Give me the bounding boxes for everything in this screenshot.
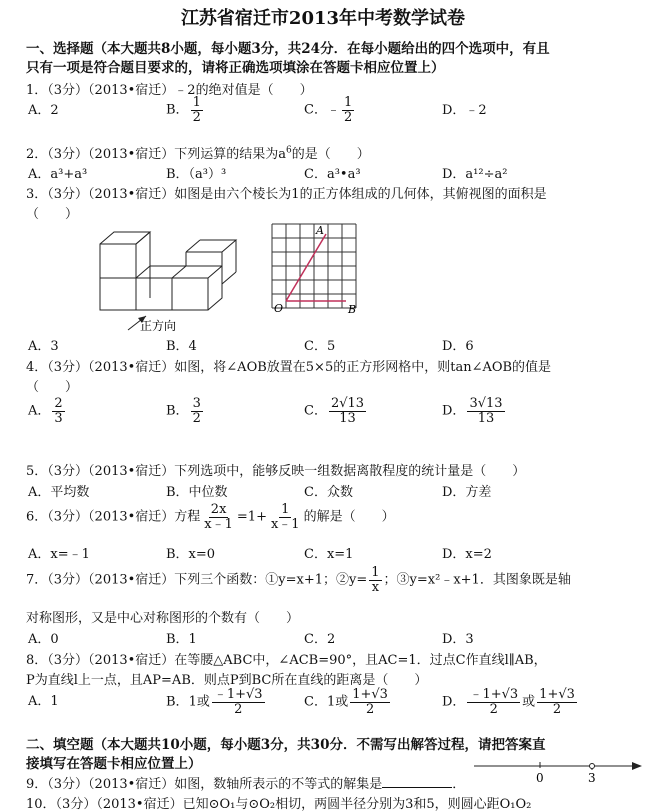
grid-figure [266, 222, 372, 320]
q8-stem: 8．（3分）（2013•宿迁）在等腰△ABC中，∠ACB=90°，且AC=1．过点C作直线l∥AB， [26, 653, 547, 668]
page-title: 江苏省宿迁市2013年中考数学试卷 [180, 8, 466, 29]
q8-option-a: A．1 [28, 694, 59, 709]
section2-heading-line2: 接填写在答题卡相应位置上） [26, 756, 202, 772]
q1-option-d: D．﹣2 [442, 103, 487, 118]
section1-heading-line1: 一、选择题（本大题共8小题，每小题3分，共24分．在每小题给出的四个选项中，有且 [26, 41, 550, 57]
q6-option-b: B．x=0 [166, 547, 216, 562]
q7-stem-line2: 对称图形，又是中心对称图形的个数有（ ） [26, 611, 300, 626]
q3-option-b: B．4 [166, 339, 197, 354]
q8-option-d: D． $\frac{﹣1+√3}{2}$ 或 $\frac{1+√3}{2}$ [442, 687, 575, 717]
number-line-tick-3: 3 [588, 771, 596, 785]
segment-oa [286, 234, 326, 301]
q3-option-a: A．3 [28, 339, 59, 354]
q1-option-a: A．2 [28, 103, 59, 118]
q10-stem: 10．（3分）（2013•宿迁）已知⊙O₁与⊙O₂相切，两圆半径分别为3和5，则圆心距O₁O₂ [26, 797, 532, 812]
q5-option-a: A．平均数 [28, 485, 90, 500]
q3-option-c: C．5 [304, 339, 336, 354]
q5-option-d: D．方差 [442, 485, 492, 500]
q2-option-d: D．a¹²÷a² [442, 167, 508, 182]
q7-option-c: C．2 [304, 632, 336, 647]
q1-stem: 1．（3分）（2013•宿迁）﹣2的绝对值是（ ） [26, 83, 313, 98]
q5-stem: 5．（3分）（2013•宿迁）下列选项中，能够反映一组数据离散程度的统计量是（ ） [26, 464, 526, 479]
section1-heading-line2: 只有一项是符合题目要求的，请将正确选项填涂在答题卡相应位置上） [26, 60, 445, 76]
q4-stem: 4．（3分）（2013•宿迁）如图，将∠AOB放置在5×5的正方形网格中，则tan∠AOB的值是 [26, 360, 552, 375]
q3-stem-line2: （ ） [26, 207, 79, 222]
q1-option-c: C．﹣ $\frac{1}{2}$ [304, 95, 353, 125]
q3-option-d: D．6 [442, 339, 474, 354]
number-line-arrow-icon [632, 762, 642, 770]
q2-option-b: B．（a³）³ [166, 167, 227, 182]
q7-option-a: A．0 [28, 632, 59, 647]
q7-option-d: D．3 [442, 632, 474, 647]
cubes-figure [90, 222, 250, 337]
number-line-tick-0: 0 [536, 771, 544, 785]
q8-stem-line2: P为直线l上一点，且AP=AB．则点P到BC所在直线的距离是（ ） [26, 673, 428, 688]
q4-option-a: A． $\frac{2}{3}$ [28, 396, 63, 426]
q8-option-c: C．1或 $\frac{1+√3}{2}$ [304, 687, 388, 717]
q1-option-b: B． $\frac{1}{2}$ [166, 95, 201, 125]
grid-label-b: B [348, 303, 357, 316]
q7-stem: 7．（3分）（2013•宿迁）下列三个函数：①y=x+1；②y= $\frac{1}{x}$ ；③y=x²﹣x+1．其图象既是轴 [26, 565, 571, 595]
q7-option-b: B．1 [166, 632, 197, 647]
grid-label-o: O [274, 302, 284, 315]
q4-option-d: D． $\frac{3√13}{13}$ [442, 396, 503, 426]
q8-option-b: B．1或 $\frac{﹣1+√3}{2}$ [166, 687, 263, 717]
q9-answer-blank [382, 775, 452, 788]
q4-option-b: B． $\frac{3}{2}$ [166, 396, 201, 426]
section2-heading-line1: 二、填空题（本大题共10小题，每小题3分，共30分．不需写出解答过程，请把答案直 [26, 737, 546, 753]
grid-label-a: A [316, 224, 324, 237]
q6-option-d: D．x=2 [442, 547, 492, 562]
number-line-figure [474, 760, 644, 790]
q4-stem-line2: （ ） [26, 380, 79, 395]
arrow-label: 正方向 [140, 319, 177, 333]
q9-stem: 9．（3分）（2013•宿迁）如图，数轴所表示的不等式的解集是 ． [26, 777, 466, 792]
q4-option-c: C． $\frac{2√13}{13}$ [304, 396, 365, 426]
q2-stem: 2．（3分）（2013•宿迁）下列运算的结果为$a^6$的是（ ） [26, 145, 370, 162]
q2-option-c: C．a³•a³ [304, 167, 361, 182]
q5-option-b: B．中位数 [166, 485, 228, 500]
q6-option-c: C．x=1 [304, 547, 354, 562]
q5-option-c: C．众数 [304, 485, 353, 500]
q6-option-a: A．x=﹣1 [28, 547, 90, 562]
q2-option-a: A．a³+a³ [28, 167, 88, 182]
q6-stem: 6．（3分）（2013•宿迁）方程 $\frac{2x}{x﹣1}$ =1+ $\frac{1}{x﹣1}$ 的解是（ ） [26, 502, 395, 532]
q3-stem: 3．（3分）（2013•宿迁）如图是由六个棱长为1的正方体组成的几何体，其俯视图的面积是 [26, 187, 547, 202]
